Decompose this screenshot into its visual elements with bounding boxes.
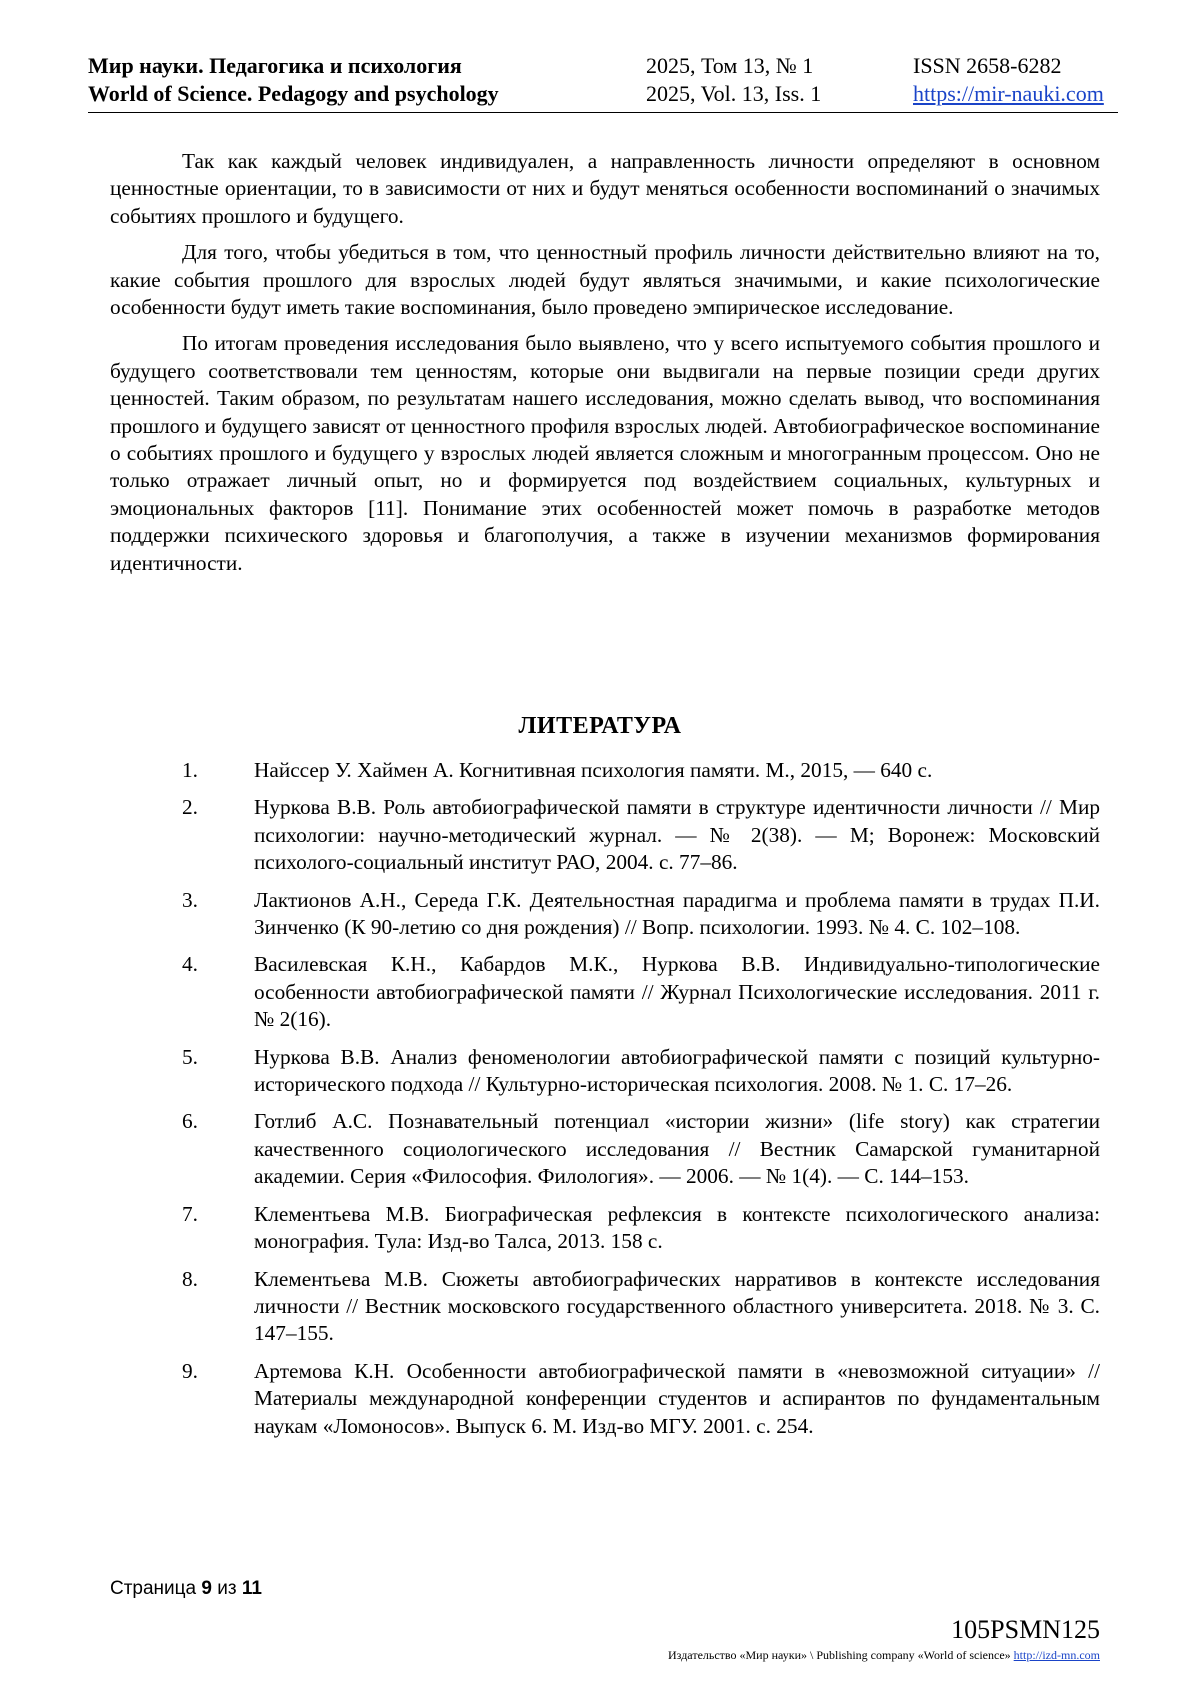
running-header [88,52,1118,113]
issn: ISSN 2658-6282 [913,53,1062,78]
reference-item [110,1266,1100,1348]
reference-item [110,1201,1100,1256]
publisher-line [668,1648,1100,1663]
journal-title-en: World of Science. Pedagogy and psychology [88,81,499,106]
reference-number: 5. [182,1044,198,1069]
reference-item [110,1044,1100,1099]
reference-item [110,951,1100,1033]
paragraph: По итогам проведения исследования было выявлено, что у всего испытуемого события прошлого и будущего соответствовали тем ценностям, которые они выдвигали на первые позиции среди других ценностей. Таким образом, по результатам нашего исследования, можно сделать вывод, что воспоминания прошлого и будущего зависят от ценностного профиля взрослых людей. Автобиографическое воспоминание о событиях прошлого и будущего у взрослых людей является сложным и многогранным процессом. Оно не только отражает личный опыт, но и формируется под воздействием социальных, культурных и эмоциональных факторов [11]. Понимание этих особенностей может помочь в разработке методов поддержки психического здоровья и благополучия, а также в изучении механизмов формирования идентичности. [110,331,1100,575]
reference-number: 1. [182,758,198,782]
reference-number: 6. [182,1109,198,1134]
publisher-url-link[interactable]: http://izd-mn.com [1013,1648,1100,1662]
reference-text: Найссер У. Хаймен А. Когнитивная психология памяти. М., 2015, — 640 с. [254,758,933,782]
reference-text: Артемова К.Н. Особенности автобиографической памяти в «невозможной ситуации» // Материалы международной конференции студентов и аспирантов по фундаментальным наукам «Ломоносов». Выпуск 6. М. Изд-во МГУ. 2001. с. 254. [254,1358,1100,1438]
reference-item [110,794,1100,876]
reference-text: Нуркова В.В. Анализ феноменологии автобиографической памяти с позиций культурно-исторического подхода // Культурно-историческая психология. 2008. № 1. С. 17–26. [254,1044,1100,1097]
reference-text: Клементьева М.В. Биографическая рефлексия в контексте психологического анализа: монография. Тула: Изд-во Талса, 2013. 158 с. [254,1201,1100,1254]
reference-number: 4. [182,952,198,977]
references-list [110,757,1100,1450]
issue-ru: 2025, Том 13, № 1 [646,53,814,78]
paragraph: Так как каждый человек индивидуален, а направленность личности определяют в основном ценностные ориентации, то в зависимости от них и будут меняться особенности воспоминаний о значимых событиях прошлого и будущего. [110,149,1100,228]
page-current: 9 [201,1578,212,1599]
page-total: 11 [241,1578,262,1599]
reference-text: Василевская К.Н., Кабардов М.К., Нуркова В.В. Индивидуально-типологические особенности автобиографической памяти // Журнал Психологические исследования. 2011 г. № 2(16). [254,952,1100,1032]
reference-item [110,757,1100,784]
reference-text: Клементьева М.В. Сюжеты автобиографических нарративов в контексте исследования личности // Вестник московского государственного областного университета. 2018. № 3. С. 147–155. [254,1266,1100,1346]
journal-title-ru: Мир науки. Педагогика и психология [88,53,462,78]
issue-block [646,52,821,108]
body-text [110,148,1100,586]
reference-number: 2. [182,795,198,820]
page-of: из [217,1578,237,1599]
reference-item [110,887,1100,942]
reference-number: 8. [182,1266,198,1291]
reference-number: 3. [182,887,198,912]
reference-text: Нуркова В.В. Роль автобиографической памяти в структуре идентичности личности // Мир психологии: научно-методический журнал. — № 2(38). — М; Воронеж: Московский психолого-социальный институт РАО, 2004. с. 77–86. [254,795,1100,875]
article-code: 105PSMN125 [951,1615,1100,1644]
reference-text: Лактионов А.Н., Середа Г.К. Деятельностная парадигма и проблема памяти в трудах П.И. Зинченко (К 90-летию со дня рождения) // Вопр. психологии. 1993. № 4. С. 102–108. [254,887,1100,940]
reference-item [110,1108,1100,1190]
issue-en: 2025, Vol. 13, Iss. 1 [646,81,822,106]
reference-text: Готлиб А.С. Познавательный потенциал «истории жизни» (life story) как стратегии качественного социологического исследования // Вестник Самарской гуманитарной академии. Серия «Философия. Филология». — 2006. — № 1(4). — С. 144–153. [254,1109,1100,1189]
page-prefix: Страница [110,1578,197,1599]
journal-url-link[interactable]: https://mir-nauki.com [913,81,1104,106]
paragraph: Для того, чтобы убедиться в том, что ценностный профиль личности действительно влияют на то, какие события прошлого для взрослых людей будут являться значимыми, и какие психологические особенности будут иметь такие воспоминания, было проведено эмпирическое исследование. [110,240,1100,320]
publisher-text: Издательство «Мир науки» \ Publishing company «World of science» [668,1648,1011,1662]
references-heading: ЛИТЕРАТУРА [518,713,682,739]
reference-number: 9. [182,1358,198,1383]
reference-number: 7. [182,1201,198,1226]
journal-title-block [88,52,499,108]
page-counter [110,1578,262,1600]
issn-block [913,52,1104,108]
reference-item [110,1358,1100,1440]
